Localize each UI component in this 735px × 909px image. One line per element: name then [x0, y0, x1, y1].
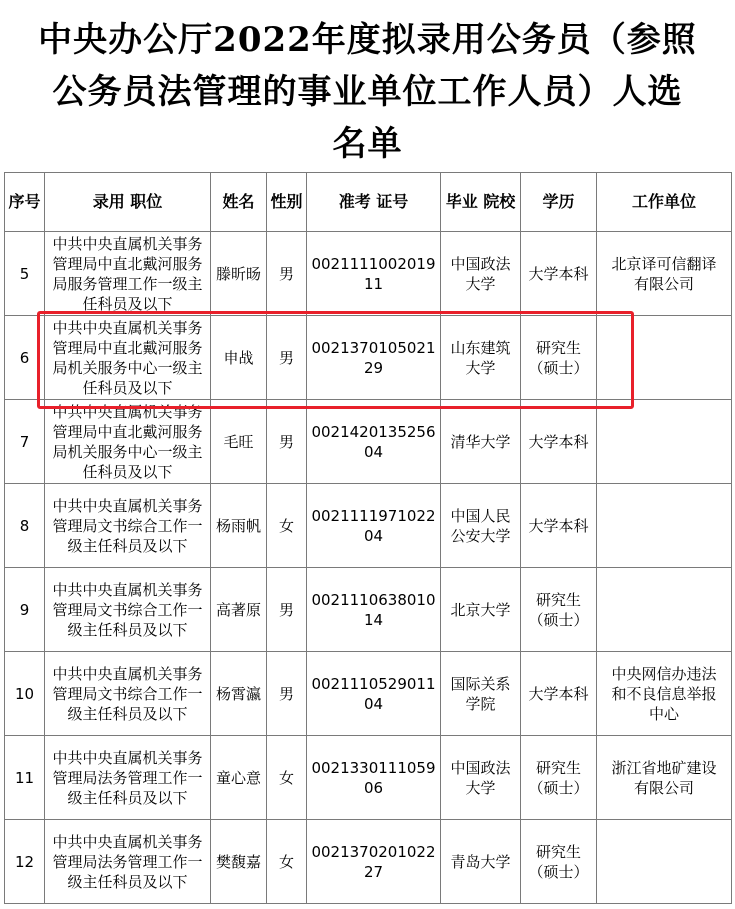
cell-exam-id: 002111197102204 — [307, 484, 441, 568]
cell-school: 中国政法 大学 — [441, 736, 521, 820]
cell-number: 8 — [5, 484, 45, 568]
cell-gender: 男 — [267, 652, 307, 736]
roster-table — [4, 172, 732, 904]
cell-employer — [597, 820, 732, 904]
cell-gender: 男 — [267, 568, 307, 652]
title-line-3: 名单 — [332, 124, 403, 164]
cell-exam-id: 002137010502129 — [307, 316, 441, 400]
col-header-school: 毕业 院校 — [441, 173, 521, 232]
cell-post: 中共中央直属机关事务管理局法务管理工作一级主任科员及以下 — [45, 736, 211, 820]
table-row — [5, 316, 732, 400]
title-line-1: 中央办公厅2022年度拟录用公务员（参照 — [38, 20, 697, 60]
col-header-employer: 工作单位 — [597, 173, 732, 232]
cell-employer — [597, 316, 732, 400]
cell-gender: 女 — [267, 736, 307, 820]
cell-number: 12 — [5, 820, 45, 904]
cell-number: 10 — [5, 652, 45, 736]
table-row — [5, 400, 732, 484]
cell-name: 杨雨帆 — [211, 484, 267, 568]
cell-gender: 男 — [267, 400, 307, 484]
cell-gender: 男 — [267, 316, 307, 400]
cell-exam-id: 002111063801014 — [307, 568, 441, 652]
title-line-2: 公务员法管理的事业单位工作人员）人选 — [52, 72, 683, 112]
cell-name: 毛旺 — [211, 400, 267, 484]
cell-exam-id: 002133011105906 — [307, 736, 441, 820]
cell-number: 11 — [5, 736, 45, 820]
cell-exam-id: 002142013525604 — [307, 400, 441, 484]
cell-name: 童心意 — [211, 736, 267, 820]
cell-employer — [597, 484, 732, 568]
col-header-gender: 性别 — [267, 173, 307, 232]
cell-school: 国际关系 学院 — [441, 652, 521, 736]
cell-post: 中共中央直属机关事务管理局中直北戴河服务局机关服务中心一级主任科员及以下 — [45, 316, 211, 400]
table-row — [5, 652, 732, 736]
cell-employer — [597, 400, 732, 484]
cell-degree: 研究生 （硕士） — [521, 568, 597, 652]
cell-employer: 浙江省地矿建设 有限公司 — [597, 736, 732, 820]
table-row — [5, 568, 732, 652]
cell-degree: 大学本科 — [521, 484, 597, 568]
cell-degree: 研究生 （硕士） — [521, 736, 597, 820]
cell-gender: 男 — [267, 232, 307, 316]
cell-school: 山东建筑 大学 — [441, 316, 521, 400]
table-row — [5, 736, 732, 820]
col-header-number: 序号 — [5, 173, 45, 232]
cell-gender: 女 — [267, 484, 307, 568]
cell-gender: 女 — [267, 820, 307, 904]
cell-employer: 北京译可信翻译 有限公司 — [597, 232, 732, 316]
col-header-name: 姓名 — [211, 173, 267, 232]
table-row — [5, 820, 732, 904]
cell-degree: 研究生 （硕士） — [521, 820, 597, 904]
cell-post: 中共中央直属机关事务管理局中直北戴河服务局机关服务中心一级主任科员及以下 — [45, 400, 211, 484]
col-header-post: 录用 职位 — [45, 173, 211, 232]
cell-school: 清华大学 — [441, 400, 521, 484]
cell-school: 中国政法 大学 — [441, 232, 521, 316]
col-header-degree: 学历 — [521, 173, 597, 232]
cell-post: 中共中央直属机关事务管理局中直北戴河服务局服务管理工作一级主任科员及以下 — [45, 232, 211, 316]
cell-post: 中共中央直属机关事务管理局文书综合工作一级主任科员及以下 — [45, 652, 211, 736]
cell-name: 高著原 — [211, 568, 267, 652]
cell-post: 中共中央直属机关事务管理局文书综合工作一级主任科员及以下 — [45, 484, 211, 568]
header-row — [5, 173, 732, 232]
page-title — [0, 14, 735, 170]
cell-degree: 大学本科 — [521, 400, 597, 484]
table-row — [5, 232, 732, 316]
cell-number: 5 — [5, 232, 45, 316]
cell-degree: 大学本科 — [521, 232, 597, 316]
cell-school: 中国人民 公安大学 — [441, 484, 521, 568]
cell-exam-id: 002137020102227 — [307, 820, 441, 904]
table-row — [5, 484, 732, 568]
cell-exam-id: 002111052901104 — [307, 652, 441, 736]
cell-name: 滕昕旸 — [211, 232, 267, 316]
cell-number: 9 — [5, 568, 45, 652]
cell-employer: 中央网信办违法 和不良信息举报 中心 — [597, 652, 732, 736]
cell-school: 北京大学 — [441, 568, 521, 652]
cell-employer — [597, 568, 732, 652]
cell-name: 杨霄瀛 — [211, 652, 267, 736]
cell-degree: 大学本科 — [521, 652, 597, 736]
cell-name: 申战 — [211, 316, 267, 400]
col-header-exam-id: 准考 证号 — [307, 173, 441, 232]
cell-number: 7 — [5, 400, 45, 484]
cell-degree: 研究生 （硕士） — [521, 316, 597, 400]
cell-post: 中共中央直属机关事务管理局法务管理工作一级主任科员及以下 — [45, 820, 211, 904]
cell-school: 青岛大学 — [441, 820, 521, 904]
cell-number: 6 — [5, 316, 45, 400]
cell-exam-id: 002111100201911 — [307, 232, 441, 316]
cell-name: 樊馥嘉 — [211, 820, 267, 904]
cell-post: 中共中央直属机关事务管理局文书综合工作一级主任科员及以下 — [45, 568, 211, 652]
